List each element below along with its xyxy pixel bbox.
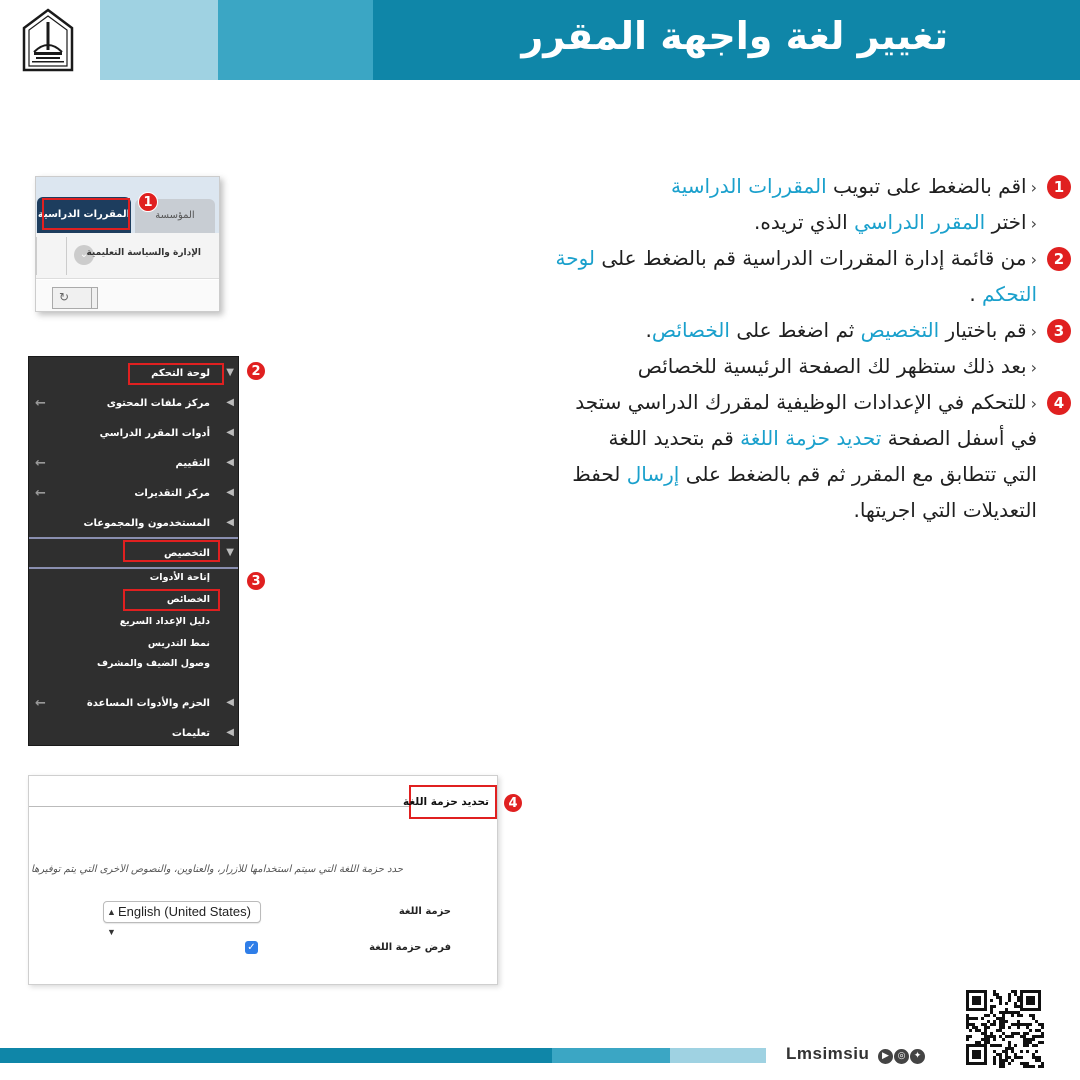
submenu-teaching-style[interactable]: نمط التدريس (147, 638, 210, 649)
highlighted-term: تحديد حزمة اللغة (740, 426, 882, 450)
instruction-line (470, 384, 1075, 420)
triangle-left-icon: ◀ (226, 697, 234, 708)
qr-code-icon (966, 990, 1044, 1068)
instruction-text: بعد ذلك ستظهر لك الصفحة الرئيسية للخصائص (637, 354, 1027, 378)
chevron-down-icon[interactable]: ⌄ (74, 245, 94, 265)
instruction-text: اختر (985, 210, 1027, 234)
refresh-button[interactable] (52, 287, 98, 309)
menu-divider (29, 567, 238, 569)
step-badge-4: 4 (503, 793, 523, 813)
youtube-icon[interactable]: ▶ (878, 1049, 893, 1064)
highlighted-term: الخصائص (651, 318, 730, 342)
step-number-badge: 3 (1047, 319, 1071, 343)
enforce-language-label: فرض حزمة اللغة (369, 942, 451, 953)
logo-area (0, 0, 100, 80)
highlight-box (123, 540, 220, 562)
toolbar-divider (66, 237, 67, 275)
menu-label: لوحة التحكم (151, 368, 210, 379)
language-pack-description (31, 864, 451, 875)
triangle-left-icon: ◀ (226, 487, 234, 498)
enforce-language-checkbox[interactable]: ✓ (245, 941, 258, 954)
submenu-quick-setup-guide[interactable]: دليل الإعداد السريع (119, 616, 210, 627)
triangle-down-icon: ▼ (226, 367, 234, 378)
chevron-left-icon: ‹ (1030, 250, 1037, 269)
language-section-title-box (403, 785, 497, 819)
chevron-left-icon: ‹ (1030, 358, 1037, 377)
instruction-line (470, 420, 1075, 456)
menu-label: أدوات المقرر الدراسي (99, 428, 210, 439)
highlight-box (42, 198, 130, 230)
chevron-left-icon: ‹ (1030, 214, 1037, 233)
highlight-box (123, 589, 220, 611)
instructions-list (470, 168, 1075, 528)
triangle-left-icon: ◀ (226, 727, 234, 738)
instruction-line (470, 348, 1075, 384)
highlighted-term: لوحة (555, 246, 596, 270)
instruction-line (470, 312, 1075, 348)
menu-item-content-collection[interactable] (29, 389, 238, 419)
toolbar-label[interactable]: الإدارة والسياسة التعليمية (86, 248, 201, 258)
header-accent-light (100, 0, 218, 80)
arrow-left-icon: ← (35, 396, 46, 411)
submenu-properties[interactable]: الخصائص (166, 594, 210, 605)
highlighted-term: إرسال (626, 462, 680, 486)
instruction-line (470, 276, 1075, 312)
tab-courses[interactable]: المقررات الدراسية (37, 197, 131, 233)
step-number-badge: 1 (1047, 175, 1071, 199)
menu-label: الحزم والأدوات المساعدة (86, 698, 210, 709)
highlighted-term: التحكم (982, 282, 1037, 306)
arrow-left-icon: ← (35, 696, 46, 711)
courses-tab-screenshot (35, 176, 220, 312)
instruction-text: لحفظ (572, 462, 627, 486)
triangle-left-icon: ◀ (226, 457, 234, 468)
menu-item-course-tools[interactable] (29, 419, 238, 449)
instruction-text: قم بتحديد اللغة (608, 426, 741, 450)
section-title: تحديد حزمة اللغة (403, 796, 489, 808)
language-pack-select[interactable] (103, 901, 261, 937)
menu-label: المستخدمون والمجموعات (83, 518, 210, 529)
menu-item-grade-center[interactable] (29, 479, 238, 509)
triangle-down-icon: ▼ (226, 547, 234, 558)
step-badge-1: 1 (138, 192, 158, 212)
social-handle[interactable]: Lmsimsiu (786, 1044, 870, 1063)
instruction-text: قم باختيار (939, 318, 1027, 342)
description-text: حدد حزمة اللغة التي سيتم استخدامها للأزرار، والعناوين، والنصوص الأخرى التي يتم توفيرها (31, 864, 404, 875)
page-title: تغيير لغة واجهة المقرر (521, 14, 948, 58)
instagram-icon[interactable]: ◎ (894, 1049, 909, 1064)
triangle-left-icon: ◀ (226, 517, 234, 528)
chevron-left-icon: ‹ (1030, 394, 1037, 413)
arrow-left-icon: ← (35, 486, 46, 501)
step-badge-2: 2 (246, 361, 266, 381)
menu-label: التخصيص (163, 548, 210, 559)
updown-arrows-icon: ▲ ▼ (107, 907, 116, 937)
instruction-text: . (645, 318, 652, 342)
toolbar-divider (36, 237, 37, 275)
twitter-icon[interactable]: ✦ (910, 1049, 925, 1064)
menu-item-help[interactable] (29, 719, 238, 749)
step-badge-3: 3 (246, 571, 266, 591)
footer-bar-dark (0, 1048, 552, 1063)
menu-label: مركز التقديرات (134, 488, 210, 499)
instruction-line (470, 204, 1075, 240)
menu-label: تعليمات (171, 728, 210, 739)
highlighted-term: التخصيص (860, 318, 940, 342)
triangle-left-icon: ◀ (226, 397, 234, 408)
menu-item-users-groups[interactable] (29, 509, 238, 539)
selected-language: English (United States) (118, 904, 251, 919)
instruction-text: الذي تريده. (754, 210, 855, 234)
university-logo-icon (22, 8, 74, 72)
menu-label: مركز ملفات المحتوى (106, 398, 210, 409)
menu-item-evaluation[interactable] (29, 449, 238, 479)
instruction-text: التعديلات التي اجريتها. (853, 498, 1037, 522)
footer-bar-light (670, 1048, 766, 1063)
highlight-box (128, 363, 224, 385)
footer-bar-mid (552, 1048, 670, 1063)
submenu-tool-availability[interactable]: إتاحة الأدوات (149, 572, 210, 583)
instruction-text: من قائمة إدارة المقررات الدراسية قم بالضغط على (595, 246, 1027, 270)
social-icons (878, 1046, 926, 1065)
refresh-icon: ↻ (59, 290, 70, 304)
highlighted-term: المقرر الدراسي (854, 210, 986, 234)
menu-item-packages-utilities[interactable] (29, 689, 238, 719)
instruction-text: في أسفل الصفحة (881, 426, 1037, 450)
instruction-line (470, 240, 1075, 276)
step-number-badge: 4 (1047, 391, 1071, 415)
instruction-line (470, 456, 1075, 492)
step-number-badge: 2 (1047, 247, 1071, 271)
instruction-text: ثم اضغط على (729, 318, 861, 342)
menu-label: التقييم (175, 458, 210, 469)
instruction-text: اقم بالضغط على تبويب (826, 174, 1027, 198)
triangle-left-icon: ◀ (226, 427, 234, 438)
header-accent-mid (218, 0, 373, 80)
submenu-guest-observer-access[interactable]: وصول الضيف والمشرف (97, 658, 210, 669)
instruction-text: . (969, 282, 983, 306)
chevron-left-icon: ‹ (1030, 322, 1037, 341)
tab-institution[interactable]: المؤسسة (135, 199, 215, 233)
button-divider (91, 288, 92, 308)
highlighted-term: المقررات الدراسية (670, 174, 827, 198)
chevron-left-icon: ‹ (1030, 178, 1037, 197)
instruction-text: للتحكم في الإعدادات الوظيفية لمقررك الدراسي ستجد (575, 390, 1027, 414)
instruction-text: التي تتطابق مع المقرر ثم قم بالضغط على (679, 462, 1037, 486)
instruction-line (470, 492, 1075, 528)
arrow-left-icon: ← (35, 456, 46, 471)
course-toolbar (36, 233, 219, 279)
language-pack-label: حزمة اللغة (398, 906, 451, 917)
instruction-line (470, 168, 1075, 204)
